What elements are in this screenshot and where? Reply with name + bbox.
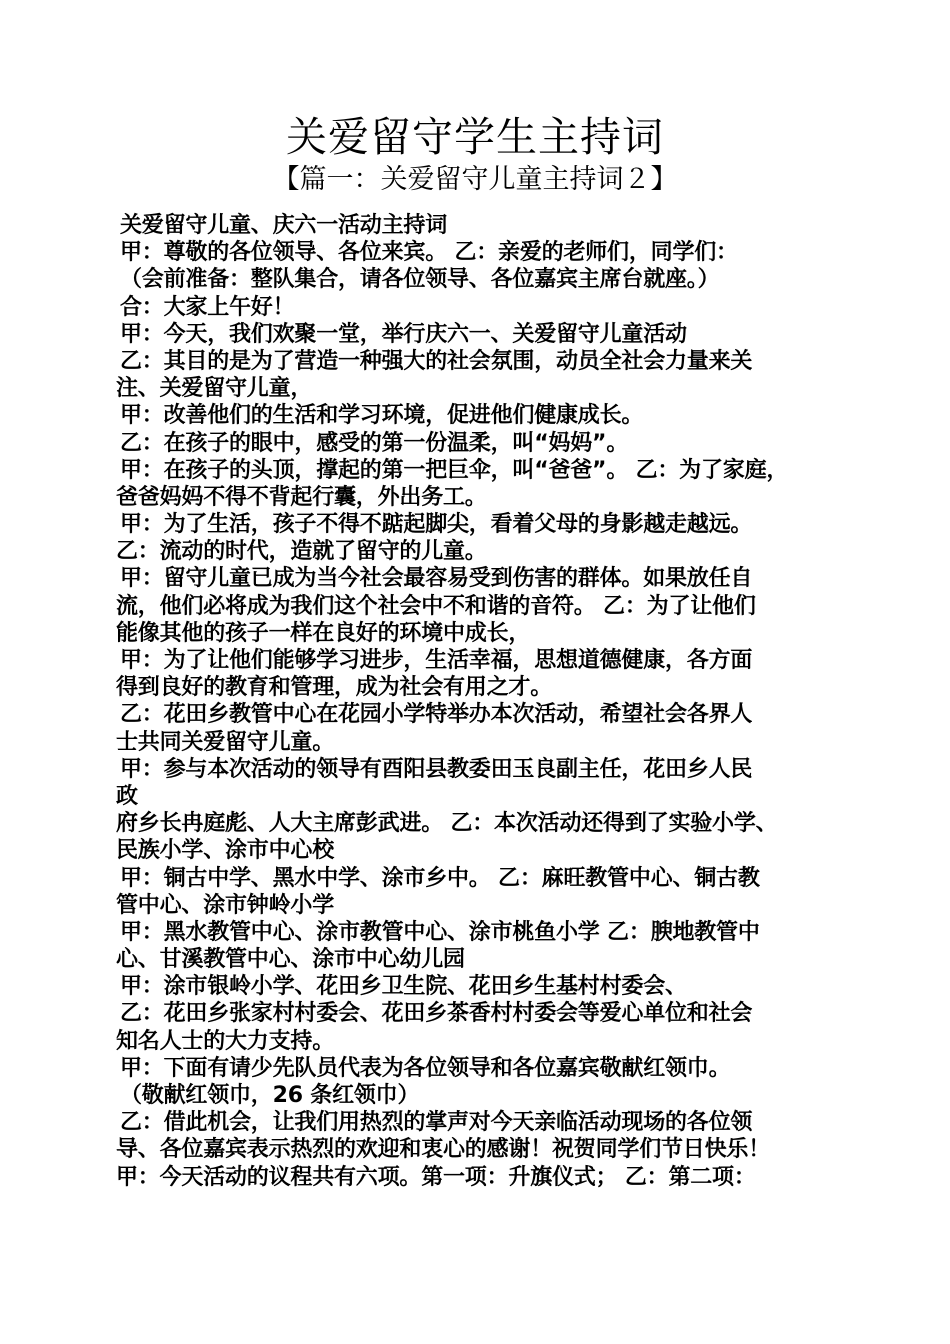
- document-title: 关爱留守学生主持词: [286, 113, 664, 161]
- text-line: 乙：花田乡张家村村委会、花田乡茶香村村委会等爱心单位和社会: [120, 1001, 753, 1027]
- text-line: 民族小学、涂市中心校: [116, 838, 335, 864]
- document-subtitle: 【篇一：关爱留守儿童主持词２】: [272, 164, 678, 195]
- text-line: 甲：在孩子的头顶，撑起的第一把巨伞，叫“爸爸”。 乙：为了家庭，: [120, 457, 789, 483]
- text-line: 合：大家上午好！: [120, 294, 295, 320]
- document-body: [116, 212, 836, 1191]
- text-line: 得到良好的教育和管理，成为社会有用之才。: [116, 675, 553, 701]
- text-line: 流，他们必将成为我们这个社会中不和谐的音符。 乙：为了让他们: [116, 593, 756, 619]
- text-line: 爸爸妈妈不得不背起行囊，外出务工。: [116, 484, 487, 510]
- text-line: 乙：其目的是为了营造一种强大的社会氛围，动员全社会力量来关: [120, 348, 753, 374]
- text-line: 甲：铜古中学、黑水中学、涂市乡中。 乙：麻旺教管中心、铜古教: [120, 865, 760, 891]
- text-line: 乙：在孩子的眼中，感受的第一份温柔，叫“妈妈”。: [120, 430, 629, 456]
- text-line: 注、关爱留守儿童，: [116, 376, 313, 402]
- text-line: 能像其他的孩子一样在良好的环境中成长，: [116, 620, 531, 646]
- text-line: 府乡长冉庭彪、人大主席彭武进。 乙：本次活动还得到了实验小学、: [116, 811, 778, 837]
- text-line: 甲：留守儿童已成为当今社会最容易受到伤害的群体。如果放任自: [120, 566, 753, 592]
- text-line: 乙：借此机会，让我们用热烈的掌声对今天亲临活动现场的各位领: [120, 1110, 753, 1136]
- text-line: 心、甘溪教管中心、涂市中心幼儿园: [116, 947, 465, 973]
- text-line: 导、各位嘉宾表示热烈的欢迎和衷心的感谢！祝贺同学们节日快乐！: [116, 1137, 771, 1163]
- text-line: 甲：改善他们的生活和学习环境，促进他们健康成长。: [120, 403, 644, 429]
- text-line: 知名人士的大力支持。: [116, 1028, 335, 1054]
- text-line: 士共同关爱留守儿童。: [116, 729, 335, 755]
- text-line: 政: [116, 783, 138, 809]
- text-line: 乙：流动的时代，造就了留守的儿童。: [116, 539, 487, 565]
- text-line: 甲：参与本次活动的领导有酉阳县教委田玉良副主任，花田乡人民: [120, 756, 753, 782]
- text-line: 甲：黑水教管中心、涂市教管中心、涂市桃鱼小学 乙：腴地教管中: [120, 919, 760, 945]
- text-line: 甲：尊敬的各位领导、各位来宾。 乙：亲爱的老师们，同学们：: [120, 240, 738, 266]
- text-line: 甲：下面有请少先队员代表为各位领导和各位嘉宾敬献红领巾。: [120, 1055, 731, 1081]
- text-line: 甲：为了让他们能够学习进步，生活幸福，思想道德健康，各方面: [120, 648, 753, 673]
- text-line: 管中心、涂市钟岭小学: [116, 892, 335, 918]
- text-line: （会前准备：整队集合，请各位领导、各位嘉宾主席台就座。）: [120, 267, 720, 293]
- text-line: 甲：涂市银岭小学、花田乡卫生院、花田乡生基村村委会、: [120, 974, 687, 1000]
- text-line: 甲：今天，我们欢聚一堂，举行庆六一、关爱留守儿童活动: [120, 321, 687, 347]
- text-line: 甲：今天活动的议程共有六项。第一项：升旗仪式； 乙：第二项：: [116, 1164, 756, 1190]
- text-line: 乙：花田乡教管中心在花园小学特举办本次活动，希望社会各界人: [120, 702, 753, 728]
- text-line: 甲：为了生活，孩子不得不踮起脚尖，看着父母的身影越走越远。: [120, 512, 753, 538]
- text-line: 关爱留守儿童、庆六一活动主持词: [120, 213, 448, 238]
- text-line: （敬献红领巾，26 条红领巾）: [120, 1083, 420, 1108]
